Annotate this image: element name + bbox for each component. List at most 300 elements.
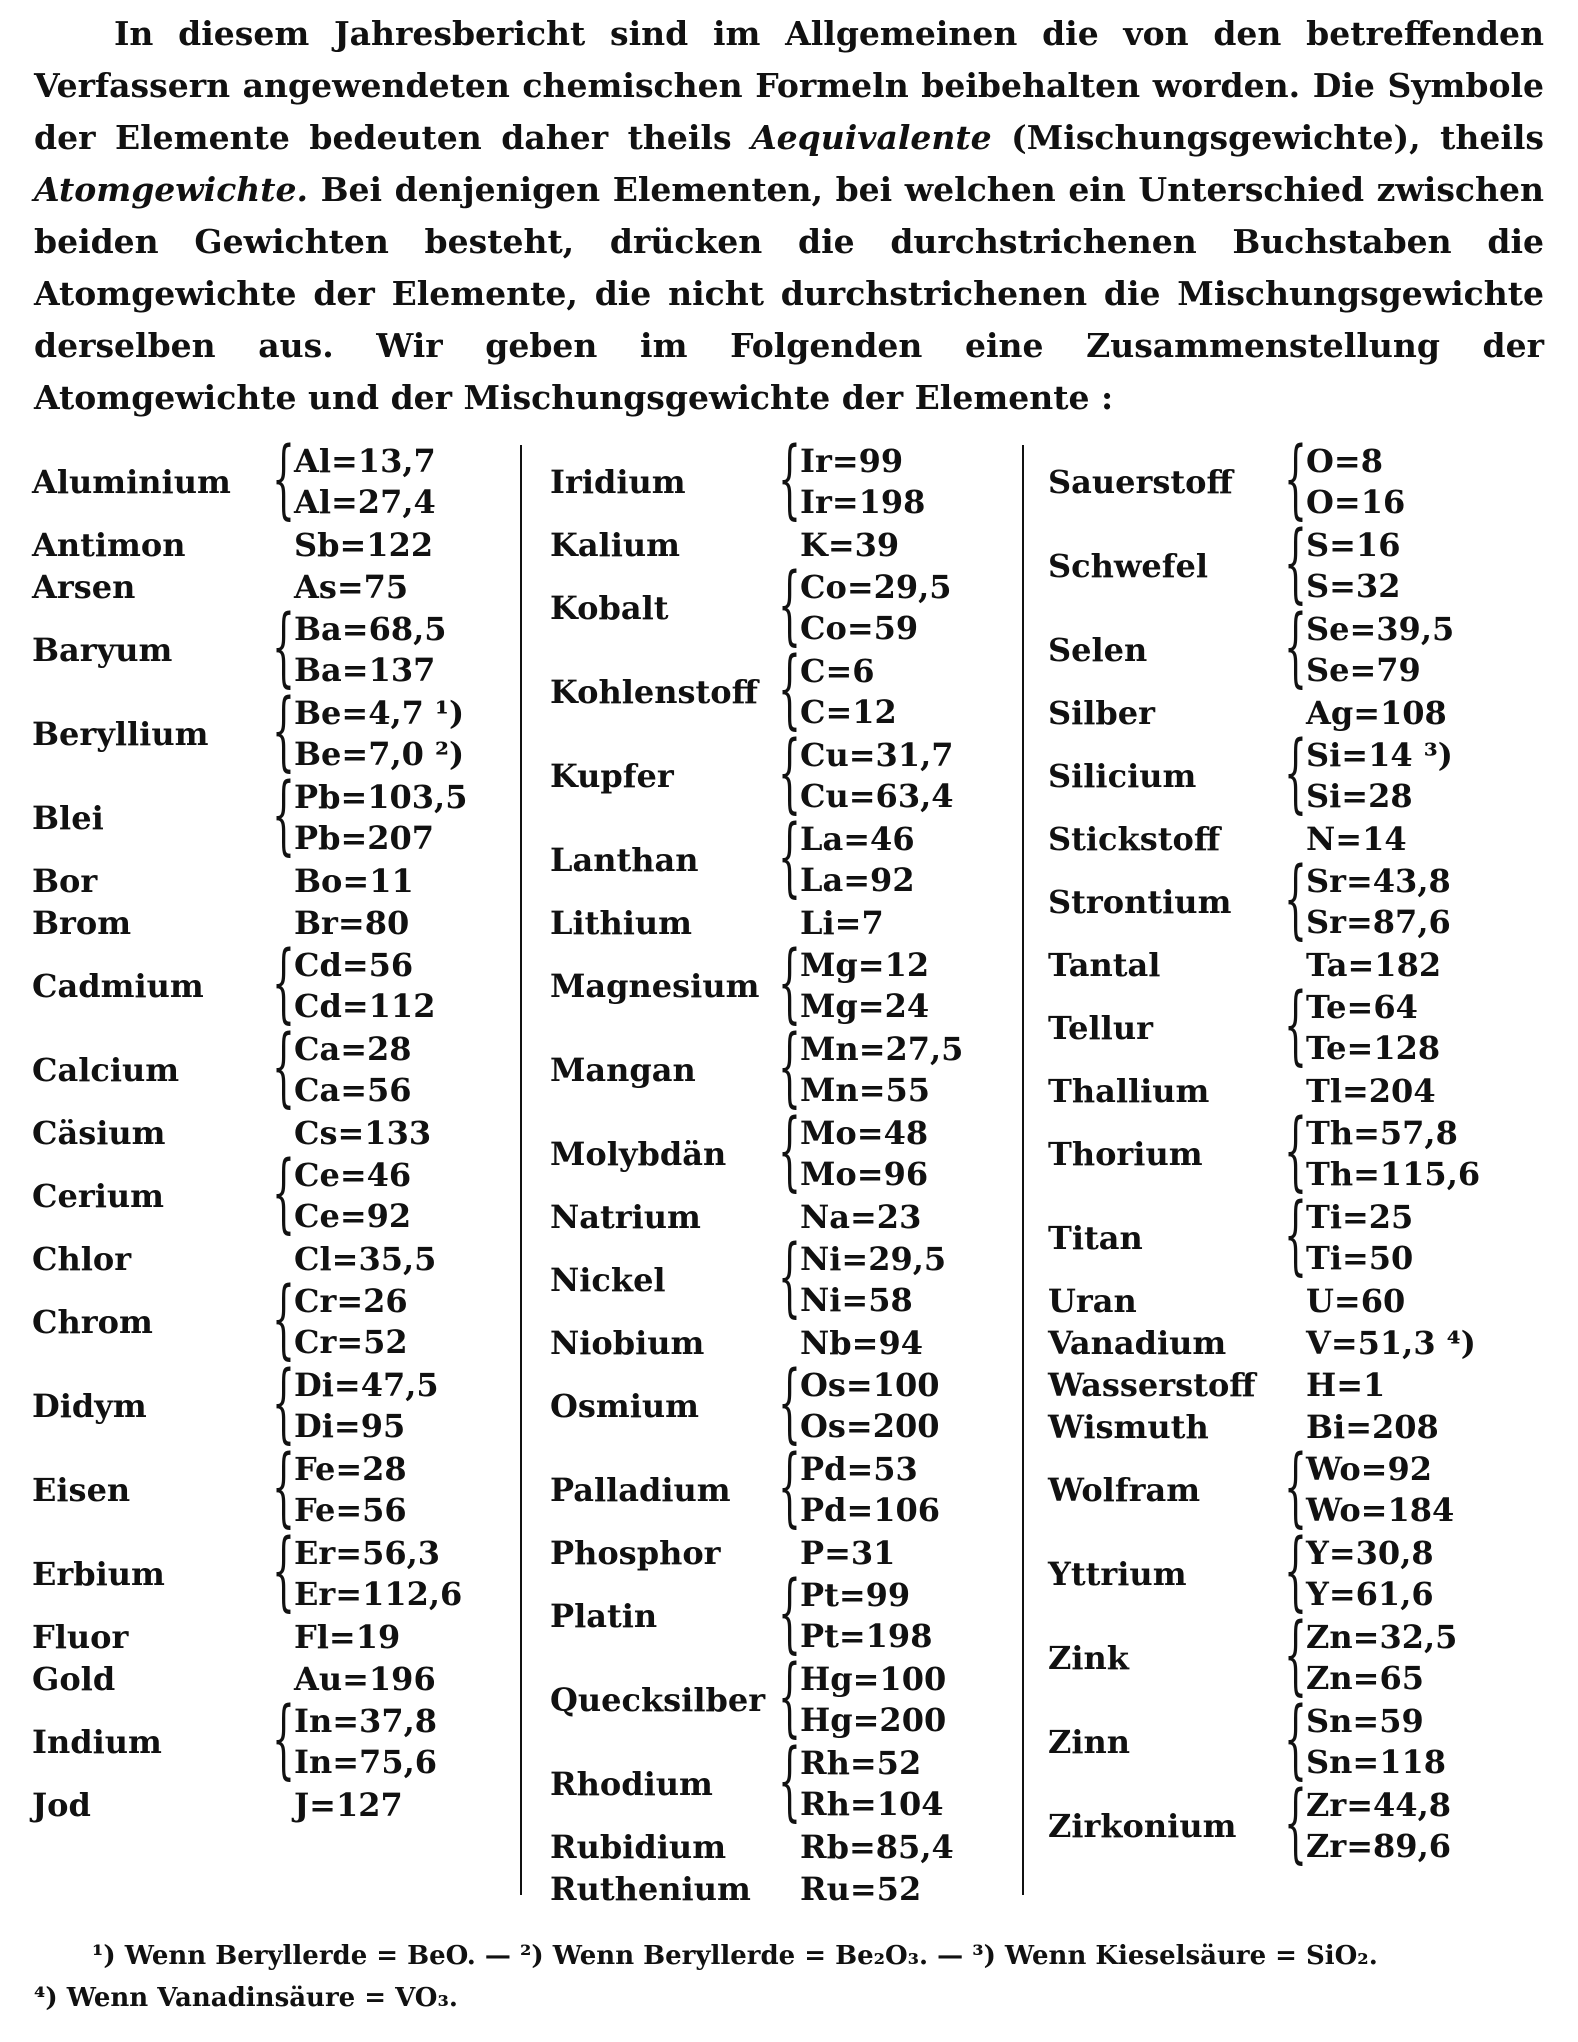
formula-group — [1284, 1366, 1385, 1404]
equivalent-formula: Ti=25 — [1306, 1198, 1414, 1236]
brace-glyph: { — [1284, 1437, 1307, 1537]
atomic-weight-formula: Ca=56 — [294, 1071, 412, 1109]
equivalent-formula: As=75 — [294, 568, 409, 606]
formula-group — [1284, 1324, 1476, 1362]
element-name: Fluor — [32, 1618, 129, 1656]
element-name: Didym — [32, 1387, 147, 1425]
formula-group — [294, 1029, 412, 1111]
element-row — [550, 1647, 1020, 1747]
equivalent-formula: Ca=28 — [294, 1030, 412, 1068]
column-divider — [1022, 445, 1024, 1895]
element-name: Strontium — [1048, 883, 1232, 921]
element-row — [32, 1784, 518, 1826]
element-name: Thallium — [1048, 1072, 1210, 1110]
formula-group — [272, 862, 414, 900]
element-name: Rhodium — [550, 1765, 713, 1803]
formula-group — [294, 1155, 411, 1237]
element-name: Chlor — [32, 1240, 132, 1278]
element-row — [550, 1731, 1020, 1831]
element-row — [32, 1689, 518, 1789]
intro-part-1: In diesem Jahresbericht sind im Allgemeinen die von den betreffenden Verfassern angewendeten chemischen Formeln beibehalten worden. Die Symbole der Elemente bedeuten daher theils — [34, 14, 1544, 157]
footnote-line-2: ⁴) Wenn Vanadinsäure = VO₃. — [34, 1983, 458, 2013]
element-name: Tantal — [1048, 946, 1161, 984]
atomic-weight-formula: Cu=63,4 — [800, 777, 954, 815]
formula-group — [800, 945, 929, 1027]
equivalent-formula: Pd=53 — [800, 1450, 918, 1488]
formula-group — [800, 651, 897, 733]
element-name: Chrom — [32, 1303, 153, 1341]
element-row — [32, 765, 518, 865]
formula-group — [1306, 987, 1440, 1069]
element-name: Platin — [550, 1597, 658, 1635]
atomic-weight-formula: Ce=92 — [294, 1197, 412, 1235]
atomic-weight-formula: Mo=96 — [800, 1155, 929, 1193]
brace-glyph: { — [1284, 1689, 1307, 1789]
element-name: Gold — [32, 1660, 116, 1698]
element-row — [550, 1437, 1020, 1537]
element-row — [32, 1353, 518, 1453]
element-row — [1048, 597, 1548, 697]
equivalent-formula: Zr=44,8 — [1306, 1786, 1451, 1824]
formula-group — [800, 1659, 946, 1741]
element-row — [550, 1868, 1020, 1910]
formula-group — [1306, 1449, 1454, 1531]
formula-group — [778, 1828, 954, 1866]
element-row — [1048, 1185, 1548, 1285]
equivalent-formula: Wo=92 — [1306, 1450, 1433, 1488]
atomic-weight-formula: Al=27,4 — [294, 483, 436, 521]
formula-group — [1306, 735, 1453, 817]
element-row — [1048, 1605, 1548, 1705]
element-name: Baryum — [32, 631, 173, 669]
intro-part-3: Bei denjenigen Elementen, bei welchen ein Unterschied zwischen beiden Gewichten besteht, drücken die durchstrichenen Buchstaben die Atomgewichte der Elemente, die nicht durchstrichenen die Mischungsgewichte derselben aus. Wir geben im Folgenden eine Zusammenstellung der Atomgewichte und der Mischungsgewichte der Elemente : — [34, 170, 1544, 417]
equivalent-formula: C=6 — [800, 652, 875, 690]
equivalent-formula: Be=4,7 ¹) — [294, 694, 465, 732]
formula-group — [272, 1786, 403, 1824]
element-name: Osmium — [550, 1387, 700, 1425]
equivalent-formula: Si=14 ³) — [1306, 736, 1453, 774]
element-name: Wolfram — [1048, 1471, 1201, 1509]
atomic-weight-formula: Ni=58 — [800, 1281, 913, 1319]
atomic-weight-formula: Zr=89,6 — [1306, 1827, 1451, 1865]
footnote-line-1: ¹) Wenn Beryllerde = BeO. — ²) Wenn Beryllerde = Be₂O₃. — ³) Wenn Kieselsäure = SiO₂. — [92, 1941, 1378, 1971]
formula-group — [800, 567, 952, 649]
equivalent-formula: Pt=99 — [800, 1576, 911, 1614]
intro-text — [34, 8, 1544, 424]
formula-group — [294, 441, 436, 523]
element-row — [1048, 975, 1548, 1075]
element-name: Wismuth — [1048, 1408, 1209, 1446]
brace-glyph: { — [272, 429, 295, 529]
atomic-weight-formula: La=92 — [800, 861, 915, 899]
formula-group — [1284, 1408, 1439, 1446]
element-row — [550, 1826, 1020, 1868]
element-name: Thorium — [1048, 1135, 1203, 1173]
equivalent-formula: Cd=56 — [294, 946, 414, 984]
formula-group — [272, 526, 433, 564]
equivalent-formula: Al=13,7 — [294, 442, 436, 480]
atomic-weight-formula: S=32 — [1306, 567, 1401, 605]
atomic-weight-formula: Mn=55 — [800, 1071, 931, 1109]
equivalent-formula: Ru=52 — [800, 1870, 922, 1908]
atomic-weight-formula: C=12 — [800, 693, 897, 731]
element-row — [32, 1616, 518, 1658]
brace-glyph: { — [272, 681, 295, 781]
element-name: Zirkonium — [1048, 1807, 1237, 1845]
equivalent-formula: Li=7 — [800, 904, 884, 942]
brace-glyph: { — [778, 1437, 801, 1537]
equivalent-formula: Sb=122 — [294, 526, 434, 564]
formula-group — [294, 945, 435, 1027]
element-column-2 — [550, 429, 1020, 1910]
atomic-weight-formula: Ir=198 — [800, 483, 926, 521]
equivalent-formula: Pb=103,5 — [294, 778, 468, 816]
brace-glyph: { — [272, 1353, 295, 1453]
formula-group — [1284, 1282, 1405, 1320]
element-name: Sauerstoff — [1048, 463, 1233, 501]
brace-glyph: { — [778, 1353, 801, 1453]
element-row — [32, 1017, 518, 1117]
brace-glyph: { — [778, 1227, 801, 1327]
equivalent-formula: Ni=29,5 — [800, 1240, 947, 1278]
equivalent-formula: In=37,8 — [294, 1702, 437, 1740]
element-column-1 — [32, 429, 518, 1826]
equivalent-formula: H=1 — [1306, 1366, 1386, 1404]
equivalent-formula: Ce=46 — [294, 1156, 412, 1194]
formula-group — [800, 1113, 928, 1195]
brace-glyph: { — [272, 1143, 295, 1243]
atomic-weight-formula: Cd=112 — [294, 987, 436, 1025]
formula-group — [800, 1449, 940, 1531]
equivalent-formula: Mg=12 — [800, 946, 930, 984]
element-name: Natrium — [550, 1198, 701, 1236]
element-row — [550, 555, 1020, 655]
element-name: Aluminium — [32, 463, 231, 501]
element-row — [550, 1101, 1020, 1201]
brace-glyph: { — [272, 765, 295, 865]
atomic-weight-formula: Y=61,6 — [1306, 1575, 1434, 1613]
equivalent-formula: Hg=100 — [800, 1660, 947, 1698]
element-row — [1048, 1280, 1548, 1322]
equivalent-formula: Te=64 — [1306, 988, 1418, 1026]
brace-glyph: { — [272, 1269, 295, 1369]
element-row — [1048, 849, 1548, 949]
element-name: Iridium — [550, 463, 686, 501]
atomic-weight-formula: Rh=104 — [800, 1785, 944, 1823]
brace-glyph: { — [1284, 975, 1307, 1075]
element-name: Wasserstoff — [1048, 1366, 1256, 1404]
equivalent-formula: Fe=28 — [294, 1450, 407, 1488]
element-row — [550, 723, 1020, 823]
formula-group — [1306, 1701, 1446, 1783]
atomic-weight-formula: Wo=184 — [1306, 1491, 1455, 1529]
element-row — [32, 1437, 518, 1537]
formula-group — [1306, 609, 1454, 691]
brace-glyph: { — [1284, 1521, 1307, 1621]
brace-glyph: { — [778, 1563, 801, 1663]
atomic-weight-formula: Ti=50 — [1306, 1239, 1414, 1277]
atomic-weight-formula: Pb=207 — [294, 819, 435, 857]
equivalent-formula: S=16 — [1306, 526, 1401, 564]
element-row — [550, 1227, 1020, 1327]
intro-paragraph — [34, 8, 1544, 424]
element-name: Antimon — [32, 526, 186, 564]
element-row — [1048, 723, 1548, 823]
equivalent-formula: Fl=19 — [294, 1618, 401, 1656]
brace-glyph: { — [272, 597, 295, 697]
element-name: Silicium — [1048, 757, 1197, 795]
formula-group — [294, 1449, 407, 1531]
element-name: Lanthan — [550, 841, 699, 879]
element-name: Brom — [32, 904, 132, 942]
formula-group — [1306, 525, 1400, 607]
equivalent-formula: N=14 — [1306, 820, 1407, 858]
formula-group — [800, 1575, 932, 1657]
equivalent-formula: Sr=43,8 — [1306, 862, 1451, 900]
equivalent-formula: V=51,3 ⁴) — [1306, 1324, 1476, 1362]
element-name: Cadmium — [32, 967, 204, 1005]
formula-group — [800, 1239, 946, 1321]
element-name: Tellur — [1048, 1009, 1153, 1047]
equivalent-formula: Nb=94 — [800, 1324, 923, 1362]
atomic-weight-formula: Cr=52 — [294, 1323, 408, 1361]
element-name: Uran — [1048, 1282, 1137, 1320]
formula-group — [1306, 441, 1405, 523]
equivalent-formula: Sn=59 — [1306, 1702, 1424, 1740]
equivalent-formula: Th=57,8 — [1306, 1114, 1458, 1152]
element-name: Jod — [32, 1786, 91, 1824]
equivalent-formula: Y=30,8 — [1306, 1534, 1434, 1572]
formula-group — [1284, 694, 1447, 732]
equivalent-formula: Ba=68,5 — [294, 610, 447, 648]
element-name: Palladium — [550, 1471, 731, 1509]
atomic-weight-formula: Be=7,0 ²) — [294, 735, 465, 773]
element-row — [32, 597, 518, 697]
element-row — [1048, 1437, 1548, 1537]
formula-group — [272, 1618, 400, 1656]
element-row — [32, 860, 518, 902]
equivalent-formula: Cr=26 — [294, 1282, 408, 1320]
element-column-3 — [1048, 429, 1548, 1873]
element-name: Quecksilber — [550, 1681, 766, 1719]
element-name: Bor — [32, 862, 98, 900]
equivalent-formula: O=8 — [1306, 442, 1383, 480]
brace-glyph: { — [272, 1689, 295, 1789]
formula-group — [294, 777, 467, 859]
element-row — [550, 1563, 1020, 1663]
element-name: Zinn — [1048, 1723, 1131, 1761]
brace-glyph: { — [1284, 1605, 1307, 1705]
equivalent-formula: U=60 — [1306, 1282, 1406, 1320]
atomic-weight-formula: Fe=56 — [294, 1491, 407, 1529]
element-name: Eisen — [32, 1471, 131, 1509]
formula-group — [800, 1365, 940, 1447]
equivalent-formula: Mn=27,5 — [800, 1030, 964, 1068]
equivalent-formula: Ir=99 — [800, 442, 904, 480]
element-row — [1048, 1364, 1548, 1406]
formula-group — [1306, 1617, 1457, 1699]
element-row — [32, 933, 518, 1033]
element-row — [32, 1143, 518, 1243]
intro-part-2: (Mischungsgewichte), theils — [991, 118, 1544, 157]
formula-group — [1284, 946, 1441, 984]
element-row — [550, 1017, 1020, 1117]
element-name: Lithium — [550, 904, 692, 942]
formula-group — [294, 693, 464, 775]
element-row — [1048, 429, 1548, 529]
atomic-weight-formula: Th=115,6 — [1306, 1155, 1481, 1193]
formula-group — [800, 819, 915, 901]
element-row — [550, 1353, 1020, 1453]
formula-group — [294, 1365, 439, 1447]
element-name: Phosphor — [550, 1534, 721, 1572]
equivalent-formula: Mo=48 — [800, 1114, 929, 1152]
atomic-weight-formula: Ba=137 — [294, 651, 436, 689]
formula-group — [800, 1029, 963, 1111]
equivalent-formula: La=46 — [800, 820, 915, 858]
element-name: Rubidium — [550, 1828, 727, 1866]
element-row — [32, 429, 518, 529]
equivalent-formula: J=127 — [294, 1786, 403, 1824]
brace-glyph: { — [272, 933, 295, 1033]
column-divider — [520, 445, 522, 1895]
element-name: Cäsium — [32, 1114, 166, 1152]
element-name: Kobalt — [550, 589, 669, 627]
element-name: Selen — [1048, 631, 1148, 669]
equivalent-formula: Bo=11 — [294, 862, 414, 900]
element-name: Arsen — [32, 568, 136, 606]
formula-group — [1306, 1197, 1413, 1279]
atomic-weight-formula: Co=59 — [800, 609, 919, 647]
atomic-weight-formula: Di=95 — [294, 1407, 406, 1445]
brace-glyph: { — [778, 1017, 801, 1117]
equivalent-formula: Cl=35,5 — [294, 1240, 437, 1278]
brace-glyph: { — [272, 1521, 295, 1621]
equivalent-formula: Au=196 — [294, 1660, 436, 1698]
element-row — [550, 807, 1020, 907]
atomic-weight-formula: Mg=24 — [800, 987, 930, 1025]
brace-glyph: { — [778, 807, 801, 907]
atomic-weight-formula: O=16 — [1306, 483, 1406, 521]
formula-group — [272, 1114, 431, 1152]
formula-group — [1306, 1785, 1451, 1867]
element-name: Nickel — [550, 1261, 666, 1299]
atomic-weight-formula: Os=200 — [800, 1407, 940, 1445]
formula-group — [294, 1701, 437, 1783]
equivalent-formula: Co=29,5 — [800, 568, 952, 606]
element-name: Mangan — [550, 1051, 696, 1089]
element-name: Stickstoff — [1048, 820, 1221, 858]
atomic-weight-formula: Se=79 — [1306, 651, 1421, 689]
equivalent-formula: Ta=182 — [1306, 946, 1442, 984]
element-row — [1048, 1521, 1548, 1621]
element-name: Indium — [32, 1723, 162, 1761]
element-name: Ruthenium — [550, 1870, 751, 1908]
element-name: Silber — [1048, 694, 1156, 732]
element-name: Calcium — [32, 1051, 180, 1089]
brace-glyph: { — [778, 1101, 801, 1201]
element-name: Magnesium — [550, 967, 760, 1005]
brace-glyph: { — [778, 429, 801, 529]
brace-glyph: { — [1284, 723, 1307, 823]
formula-group — [1306, 861, 1451, 943]
element-name: Erbium — [32, 1555, 165, 1593]
equivalent-formula: Os=100 — [800, 1366, 940, 1404]
element-row — [32, 1269, 518, 1369]
element-name: Beryllium — [32, 715, 209, 753]
equivalent-formula: Se=39,5 — [1306, 610, 1455, 648]
element-row — [1048, 1773, 1548, 1873]
element-row — [32, 524, 518, 566]
formula-group — [1306, 1113, 1480, 1195]
equivalent-formula: Cs=133 — [294, 1114, 432, 1152]
equivalent-formula: Zn=32,5 — [1306, 1618, 1458, 1656]
atomic-weight-formula: Pt=198 — [800, 1617, 933, 1655]
equivalent-formula: Cu=31,7 — [800, 736, 954, 774]
brace-glyph: { — [778, 1647, 801, 1747]
element-name: Kohlenstoff — [550, 673, 758, 711]
formula-group — [800, 735, 953, 817]
atomic-weight-formula: Hg=200 — [800, 1701, 947, 1739]
equivalent-formula: Er=56,3 — [294, 1534, 440, 1572]
brace-glyph: { — [778, 639, 801, 739]
brace-glyph: { — [272, 1437, 295, 1537]
brace-glyph: { — [778, 1731, 801, 1831]
element-row — [550, 933, 1020, 1033]
atomic-weight-formula: Zn=65 — [1306, 1659, 1424, 1697]
element-row — [550, 429, 1020, 529]
formula-group — [272, 1240, 436, 1278]
atomic-weight-formula: Sn=118 — [1306, 1743, 1446, 1781]
atomic-weight-formula: Si=28 — [1306, 777, 1413, 815]
intro-emphasis-aequivalente: Aequivalente — [751, 118, 992, 157]
element-name: Schwefel — [1048, 547, 1209, 585]
element-row — [550, 639, 1020, 739]
element-name: Zink — [1048, 1639, 1129, 1677]
element-name: Vanadium — [1048, 1324, 1227, 1362]
brace-glyph: { — [1284, 429, 1307, 529]
formula-group — [1306, 1533, 1434, 1615]
element-row — [1048, 1689, 1548, 1789]
brace-glyph: { — [778, 933, 801, 1033]
equivalent-formula: Br=80 — [294, 904, 410, 942]
intro-emphasis-atomgewichte: Atomgewichte. — [34, 170, 309, 209]
atomic-weight-formula: Te=128 — [1306, 1029, 1441, 1067]
element-name: Cerium — [32, 1177, 164, 1215]
equivalent-formula: Tl=204 — [1306, 1072, 1436, 1110]
atomic-weight-formula: Er=112,6 — [294, 1575, 463, 1613]
formula-group — [294, 1533, 462, 1615]
element-row — [1048, 1322, 1548, 1364]
equivalent-formula: Rb=85,4 — [800, 1828, 954, 1866]
atomic-weight-formula: Sr=87,6 — [1306, 903, 1451, 941]
formula-group — [800, 441, 925, 523]
element-name: Kalium — [550, 526, 680, 564]
brace-glyph: { — [778, 555, 801, 655]
brace-glyph: { — [1284, 849, 1307, 949]
equivalent-formula: Na=23 — [800, 1198, 922, 1236]
formula-group — [778, 1870, 921, 1908]
element-name: Blei — [32, 799, 104, 837]
element-name: Yttrium — [1048, 1555, 1187, 1593]
equivalent-formula: Ag=108 — [1306, 694, 1447, 732]
brace-glyph: { — [1284, 1101, 1307, 1201]
element-row — [32, 681, 518, 781]
element-name: Molybdän — [550, 1135, 727, 1173]
brace-glyph: { — [1284, 1773, 1307, 1873]
equivalent-formula: P=31 — [800, 1534, 896, 1572]
element-row — [1048, 513, 1548, 613]
